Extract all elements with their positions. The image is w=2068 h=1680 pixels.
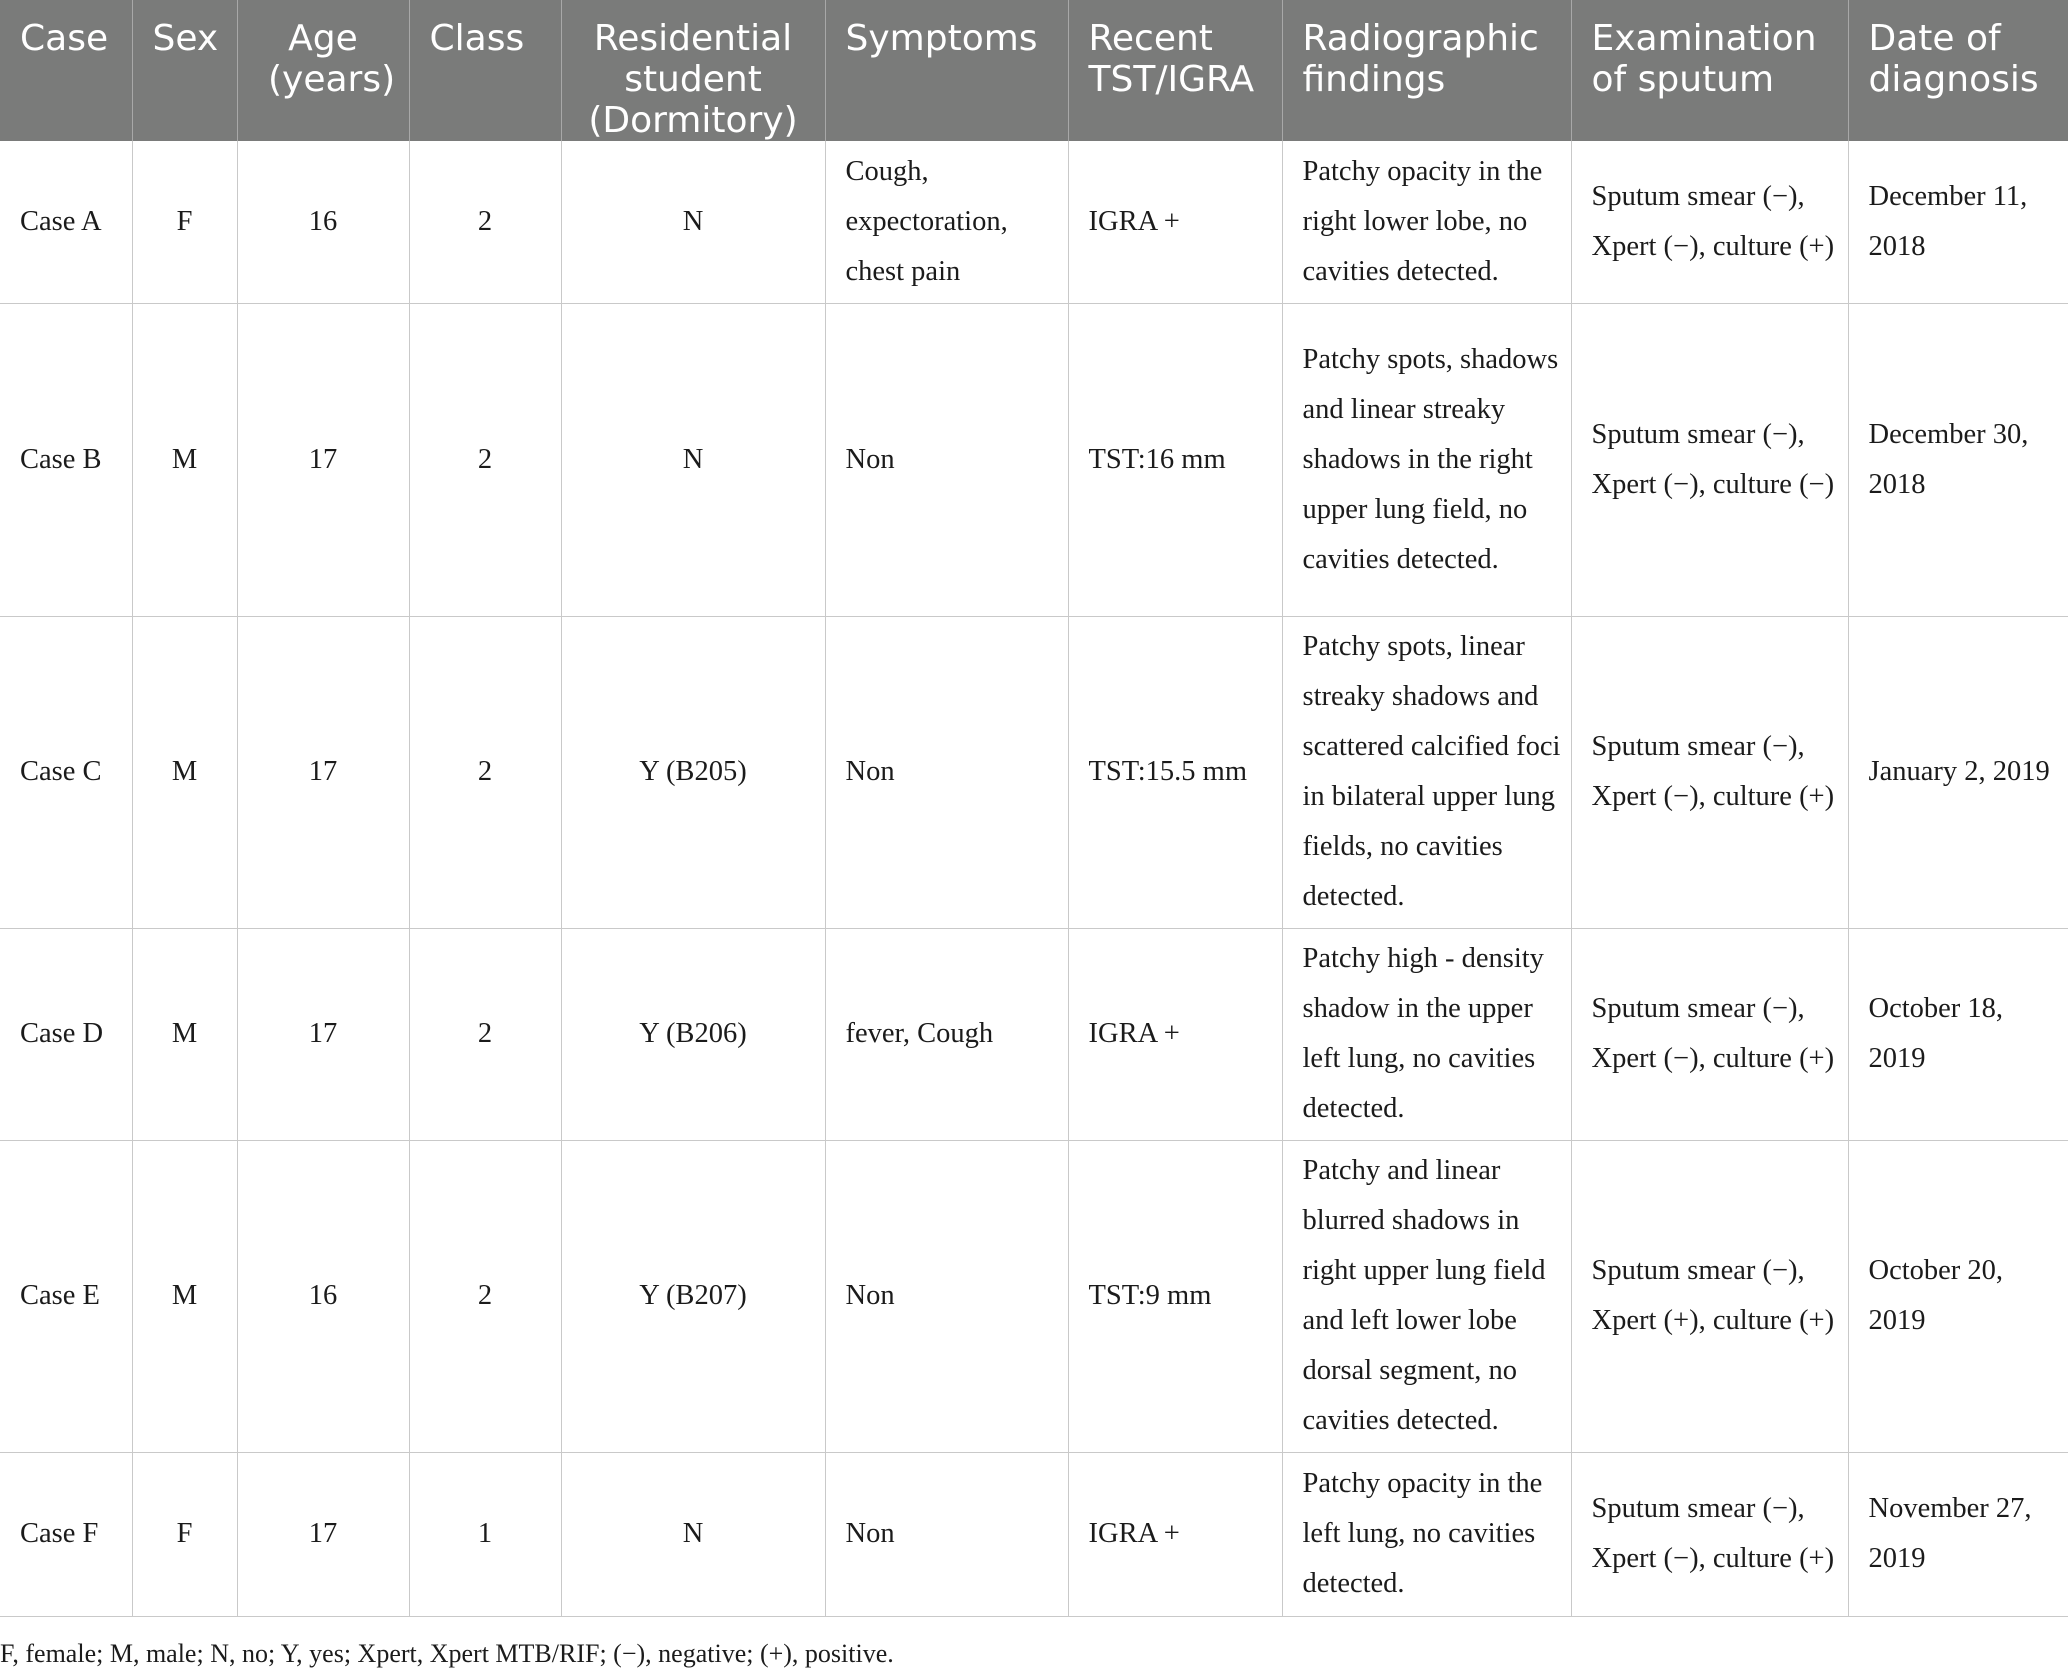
cell-case: Case F [0, 1452, 132, 1616]
cell-symptoms: Non [825, 303, 1068, 616]
cell-case: Case B [0, 303, 132, 616]
table-header [0, 0, 2068, 141]
cell-sputum: Sputum smear (−), Xpert (−), culture (+) [1571, 616, 1848, 928]
header-sputum [1571, 0, 1848, 141]
cell-date: October 20, 2019 [1848, 1140, 2068, 1452]
header-test [1068, 0, 1282, 141]
table-row [0, 616, 2068, 928]
cell-residential: N [561, 303, 825, 616]
cell-sex: M [132, 616, 237, 928]
cell-sex: F [132, 1452, 237, 1616]
header-row [0, 0, 2068, 141]
cell-sputum: Sputum smear (−), Xpert (−), culture (+) [1571, 1452, 1848, 1616]
header-age [237, 0, 409, 141]
cell-residential: N [561, 1452, 825, 1616]
cell-sex: F [132, 141, 237, 303]
cell-age: 16 [237, 1140, 409, 1452]
cell-test: IGRA + [1068, 141, 1282, 303]
header-date-label: Date of diagnosis [1868, 18, 2039, 100]
cell-date: November 27, 2019 [1848, 1452, 2068, 1616]
cell-residential: Y (B206) [561, 928, 825, 1140]
cell-residential: N [561, 141, 825, 303]
header-sex: Sex [132, 0, 237, 141]
header-class: Class [409, 0, 561, 141]
cell-class: 2 [409, 141, 561, 303]
cell-symptoms: Non [825, 616, 1068, 928]
cell-date: December 30, 2018 [1848, 303, 2068, 616]
cell-class: 2 [409, 616, 561, 928]
cell-age: 17 [237, 303, 409, 616]
cell-sputum: Sputum smear (−), Xpert (−), culture (+) [1571, 928, 1848, 1140]
header-symptoms: Symptoms [825, 0, 1068, 141]
table-row [0, 928, 2068, 1140]
header-sputum-label: Examination of sputum [1591, 18, 1817, 100]
cell-sputum: Sputum smear (−), Xpert (−), culture (+) [1571, 141, 1848, 303]
cell-case: Case A [0, 141, 132, 303]
cell-date: January 2, 2019 [1848, 616, 2068, 928]
cell-date: October 18, 2019 [1848, 928, 2068, 1140]
header-residential-label: Residential student (Dormitory) [588, 18, 798, 141]
cell-age: 17 [237, 928, 409, 1140]
cell-residential: Y (B205) [561, 616, 825, 928]
cell-sex: M [132, 928, 237, 1140]
cell-case: Case E [0, 1140, 132, 1452]
cell-test: IGRA + [1068, 928, 1282, 1140]
table-footnote: F, female; M, male; N, no; Y, yes; Xpert, Xpert MTB/RIF; (−), negative; (+), positive. [0, 1639, 894, 1668]
cell-residential: Y (B207) [561, 1140, 825, 1452]
cell-test: IGRA + [1068, 1452, 1282, 1616]
cell-case: Case C [0, 616, 132, 928]
header-radiographic-label: Radiographic findings [1302, 18, 1539, 100]
table-row [0, 1452, 2068, 1616]
header-age-label: Age (years) [268, 18, 396, 100]
header-test-label: Recent TST/IGRA [1088, 18, 1255, 100]
cell-symptoms: Non [825, 1140, 1068, 1452]
cell-case: Case D [0, 928, 132, 1140]
cell-class: 1 [409, 1452, 561, 1616]
cell-radiographic: Patchy spots, linear streaky shadows and scattered calcified foci in bilateral upper lung fields, no cavities detected. [1282, 616, 1571, 928]
cell-sputum: Sputum smear (−), Xpert (−), culture (−) [1571, 303, 1848, 616]
table-row [0, 303, 2068, 616]
cell-class: 2 [409, 1140, 561, 1452]
cell-radiographic: Patchy opacity in the right lower lobe, no cavities detected. [1282, 141, 1571, 303]
cell-class: 2 [409, 928, 561, 1140]
cell-class: 2 [409, 303, 561, 616]
cell-symptoms: fever, Cough [825, 928, 1068, 1140]
cell-age: 16 [237, 141, 409, 303]
cell-sputum: Sputum smear (−), Xpert (+), culture (+) [1571, 1140, 1848, 1452]
header-date [1848, 0, 2068, 141]
cell-radiographic: Patchy spots, shadows and linear streaky shadows in the right upper lung field, no cavities detected. [1282, 303, 1571, 616]
cell-symptoms: Cough, expectoration, chest pain [825, 141, 1068, 303]
cell-radiographic: Patchy opacity in the left lung, no cavities detected. [1282, 1452, 1571, 1616]
table-row [0, 1140, 2068, 1452]
cell-sex: M [132, 303, 237, 616]
table-row [0, 141, 2068, 303]
header-residential [561, 0, 825, 141]
cell-radiographic: Patchy and linear blurred shadows in right upper lung field and left lower lobe dorsal segment, no cavities detected. [1282, 1140, 1571, 1452]
cell-age: 17 [237, 616, 409, 928]
cell-symptoms: Non [825, 1452, 1068, 1616]
table-body [0, 141, 2068, 1616]
header-radiographic [1282, 0, 1571, 141]
header-case: Case [0, 0, 132, 141]
cell-age: 17 [237, 1452, 409, 1616]
cell-sex: M [132, 1140, 237, 1452]
cell-test: TST:15.5 mm [1068, 616, 1282, 928]
cell-date: December 11, 2018 [1848, 141, 2068, 303]
cell-test: TST:16 mm [1068, 303, 1282, 616]
cell-radiographic: Patchy high - density shadow in the upper left lung, no cavities detected. [1282, 928, 1571, 1140]
cell-test: TST:9 mm [1068, 1140, 1282, 1452]
